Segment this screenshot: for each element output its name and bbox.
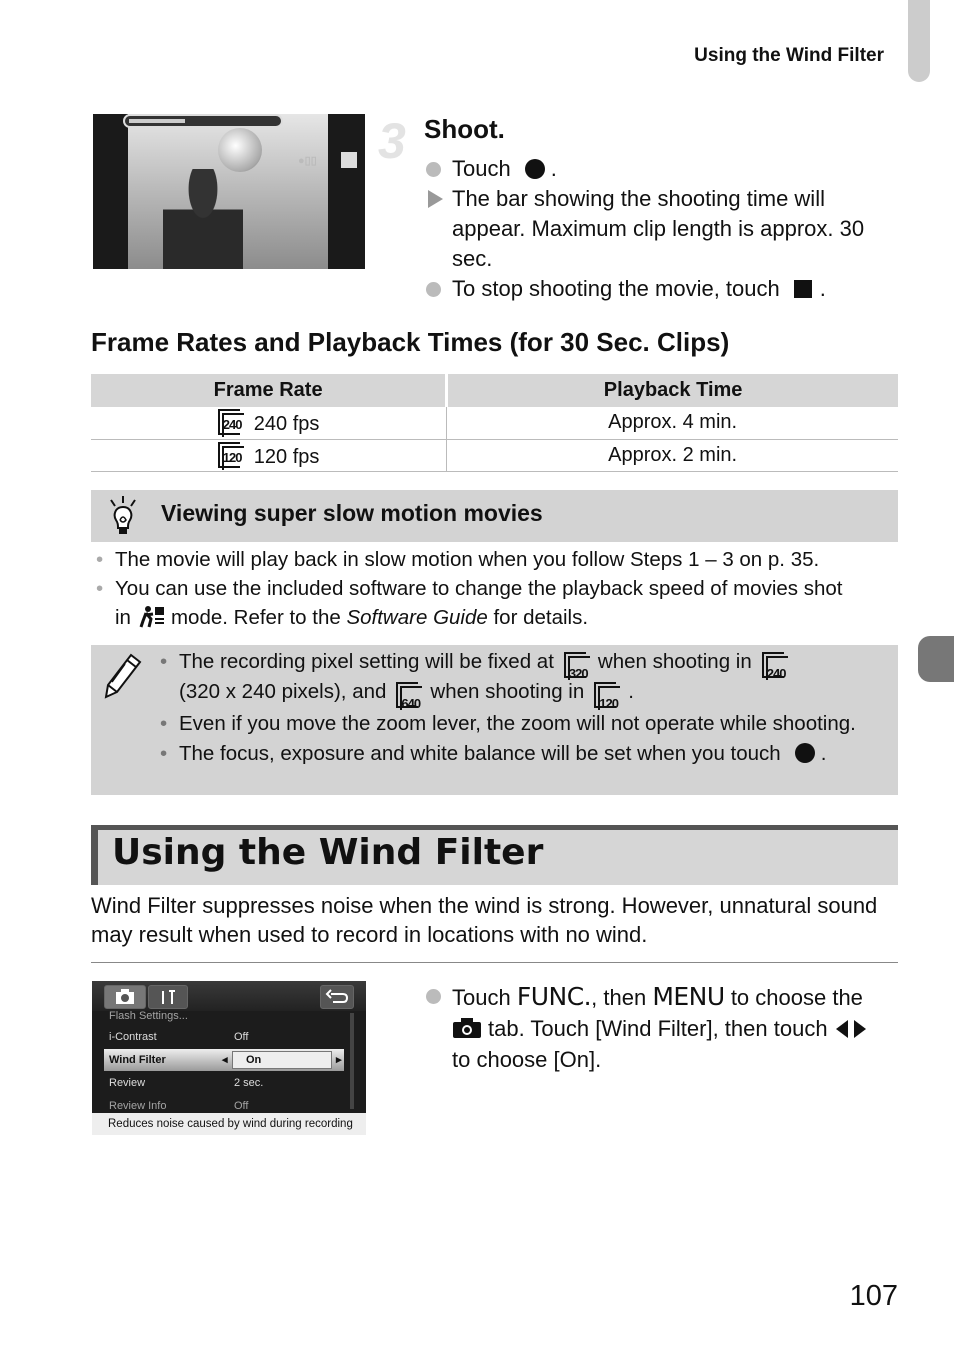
frame-rate-120-icon: 120 [594,682,620,708]
step3-item-2-text: The bar showing the shooting time will appear. Maximum clip length is approx. 30 sec. [452,186,865,271]
tip-list [96,545,896,632]
note-3-text: The focus, exposure and white balance will be set when you touch [179,742,781,765]
note-2-text: Even if you move the zoom lever, the zoom will not operate while shooting. [179,712,856,735]
note-1-e: . [628,680,634,703]
shooting-time-fill [129,119,185,123]
playback-time-cell: Approx. 2 min. [447,439,898,471]
frame-rate-240-icon: 240 [762,652,788,678]
instr-line3: to choose [On]. [452,1047,602,1072]
running-header: Using the Wind Filter [694,45,884,66]
tip-item-2-end: for details. [493,606,589,629]
step3-item-3-text: To stop shooting the movie, touch [452,276,780,301]
menu-row: Review 2 sec. [109,1077,264,1089]
note-item-1 [160,648,890,711]
note-1-d: when shooting in [430,680,585,703]
menu-status-bar: Reduces noise caused by wind during recording [92,1113,366,1135]
resolution-320-icon: 320 [564,652,590,678]
frame-rate-value: 120 fps [253,445,320,468]
col-playback-time: Playback Time [447,374,898,407]
note-3-end: . [820,742,827,765]
menu-row: i-Contrast Off [109,1031,249,1043]
tip-item-1-text: The movie will play back in slow motion when you follow Steps 1 – 3 on p. 35. [115,548,820,571]
tip-title: Viewing super slow motion movies [161,500,543,526]
resolution-640-icon: 640 [396,682,422,708]
shooting-screen-photo [93,114,365,269]
page-number: 107 [849,1280,898,1312]
section-title: Using the Wind Filter [112,832,544,873]
menu-label: MENU [652,982,725,1011]
note-item-3 [160,740,890,768]
shooting-time-bar [123,114,283,128]
step3-item-3 [426,274,896,304]
playback-time-cell: Approx. 4 min. [447,407,898,439]
record-button-icon [525,159,545,179]
instr-line2: tab. Touch [Wind Filter], then touch [488,1016,828,1041]
rec-indicator: ●▯▯ [298,155,317,167]
table-row [91,407,898,439]
step3-item-1-text: Touch [452,156,511,181]
player-silhouette [163,169,243,269]
step3-item-2 [426,184,896,274]
note-list [160,648,890,770]
tip-item-2-mid: mode. Refer to the [170,606,341,629]
section-intro: Wind Filter suppresses noise when the wind is strong. However, unnatural sound may result when used to record in locations with no wind. [91,893,878,947]
menu-row: Review Info Off [109,1100,249,1112]
scrollbar [350,1013,354,1109]
tip-item-1 [96,545,896,574]
tip-item-2-text: You can use the included software to change the playback speed of movies shot [115,577,843,600]
edge-tab-top [908,0,930,82]
step3-item-1-end: . [550,156,557,181]
pencil-icon [103,652,143,700]
stop-icon [794,280,812,298]
frame-rate-240-icon: 240 [218,409,244,435]
wind-filter-instructions [426,981,896,1075]
instr-touch: Touch [452,985,511,1010]
step-title: Shoot. [424,114,505,144]
step3-item-1 [426,154,896,184]
software-guide-title: Software Guide [346,606,488,629]
frame-rates-table [91,374,898,472]
super-slow-motion-icon [139,605,165,629]
step3-list [426,154,896,304]
table-row [91,439,898,471]
camera-icon [452,1017,482,1039]
tip-item-2 [96,574,896,632]
instr-then: , then [591,985,647,1010]
instr-choose: to choose the [730,985,863,1010]
frame-rate-value: 240 fps [253,413,320,436]
frame-rate-cell [91,439,447,471]
menu-row: Flash Settings... [109,1010,188,1022]
stop-button-icon [341,152,357,168]
func-label: FUNC. [516,982,592,1011]
frame-rates-heading: Frame Rates and Playback Times (for 30 Sec. Clips) [91,327,730,357]
menu-row-selected: Wind Filter On ◂ ▸ [104,1049,344,1071]
note-1-a: The recording pixel setting will be fixed at [179,650,554,673]
step3-item-3-end: . [819,276,826,301]
col-frame-rate: Frame Rate [91,374,447,407]
left-right-arrows-icon [834,1019,868,1039]
tip-item-2-in: in [115,606,131,629]
table-header-row [91,374,898,407]
instruction-item [426,981,896,1075]
lightbulb-icon [108,496,138,536]
record-button-icon [795,743,815,763]
note-1-c: (320 x 240 pixels), and [179,680,387,703]
menu-screenshot [92,981,366,1135]
chapter-edge-tab [918,636,954,682]
frame-rate-cell [91,407,447,439]
note-1-b: when shooting in [597,650,752,673]
note-item-2 [160,710,890,738]
divider [91,962,898,963]
frame-rate-120-icon: 120 [218,442,244,468]
ball [218,128,262,172]
step-number: 3 [378,113,406,169]
